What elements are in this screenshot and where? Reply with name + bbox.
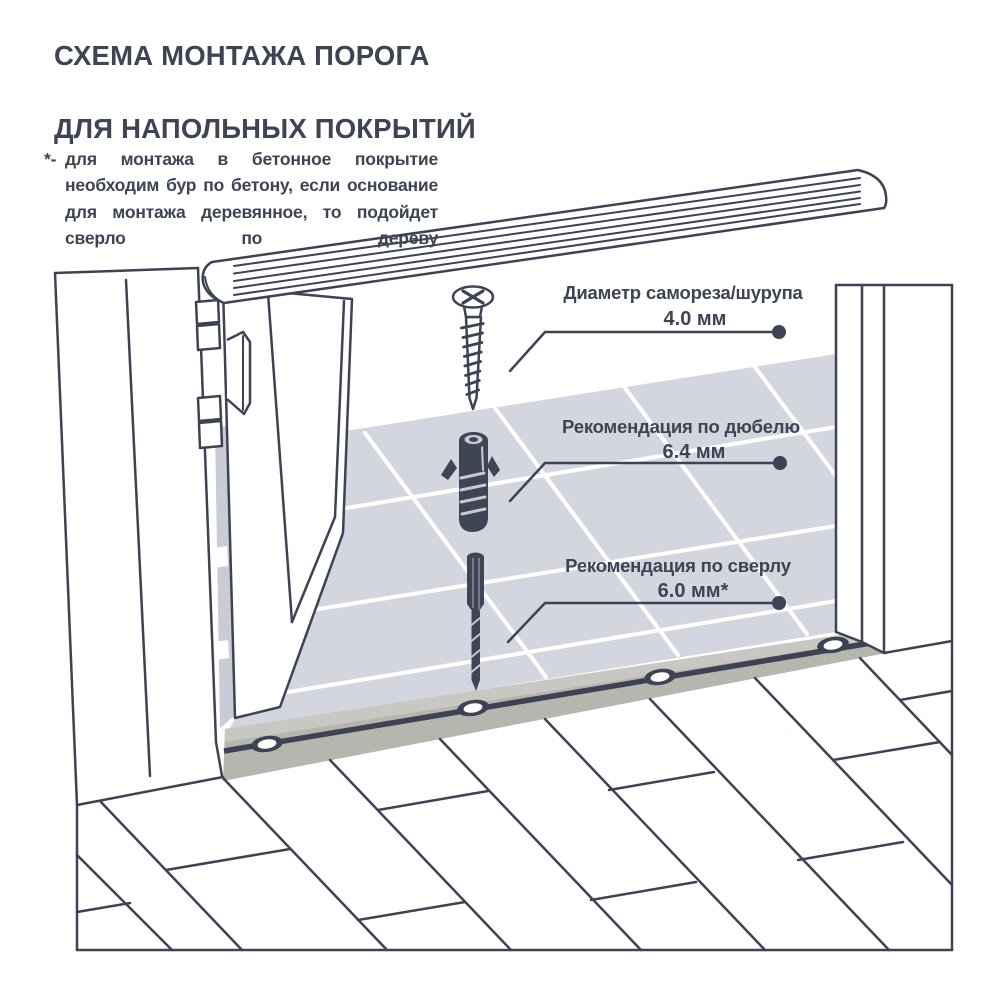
callout-drill-label: Рекомендация по сверлу (565, 555, 791, 576)
footnote (44, 146, 438, 251)
door-handle (227, 332, 250, 414)
callout-screw-label: Диаметр самореза/шурупа (563, 282, 803, 303)
callout-screw-value: 4.0 мм (663, 308, 727, 330)
callout-dowel-label: Рекомендация по дюбелю (562, 416, 800, 437)
screw-icon (453, 287, 493, 410)
page-title (54, 38, 476, 147)
hinge-notch (215, 640, 229, 660)
footnote-marker: *- (44, 149, 57, 169)
callout-dowel-value: 6.4 мм (662, 441, 726, 463)
right-door-frame (836, 285, 952, 653)
hinge-notch (213, 546, 228, 568)
page-title-line1: СХЕМА МОНТАЖА ПОРОГА (54, 40, 430, 71)
footnote-text: для монтажа в бетонное покрытие необходим бур по бетону, если основание для монтажа деревянное, то подойдет сверло по дереву (65, 149, 438, 248)
page-title-line2: ДЛЯ НАПОЛЬНЫХ ПОКРЫТИЙ (54, 112, 476, 144)
callout-drill-value: 6.0 мм* (657, 580, 729, 602)
